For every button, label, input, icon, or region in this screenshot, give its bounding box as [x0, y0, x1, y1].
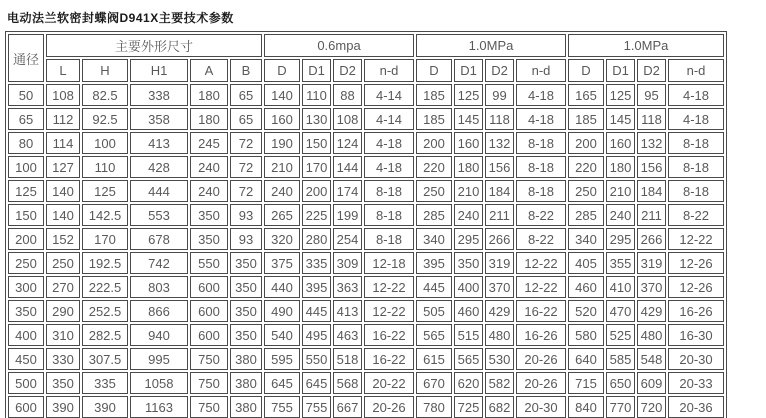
table-cell: 265: [264, 204, 300, 226]
table-cell: 12-22: [516, 252, 566, 274]
table-cell: 645: [264, 372, 300, 394]
table-cell: 1163: [130, 396, 188, 418]
table-row: [8, 276, 724, 298]
table-cell: 245: [190, 132, 228, 154]
table-cell: 355: [606, 252, 635, 274]
table-cell: 20-30: [668, 348, 724, 370]
table-cell: 410: [606, 276, 635, 298]
table-cell: 309: [333, 252, 362, 274]
table-cell: 320: [264, 228, 300, 250]
table-cell: 440: [264, 276, 300, 298]
table-cell: 350: [454, 252, 483, 274]
table-cell: 20-26: [516, 348, 566, 370]
table-cell: 140: [264, 84, 300, 106]
table-cell: 20-36: [668, 396, 724, 418]
table-cell: 240: [454, 204, 483, 226]
table-cell: 8-22: [668, 204, 724, 226]
column-header: D2: [637, 59, 666, 82]
table-cell: 319: [485, 252, 514, 274]
table-cell: 350: [190, 204, 228, 226]
table-cell: 199: [333, 204, 362, 226]
table-cell: 72: [230, 180, 262, 202]
table-cell: 16-22: [364, 324, 414, 346]
column-header: D1: [606, 59, 635, 82]
table-cell: 252.5: [82, 300, 128, 322]
table-cell: 100: [8, 156, 44, 178]
table-cell: 93: [230, 204, 262, 226]
table-cell: 280: [302, 228, 331, 250]
table-cell: 350: [46, 372, 80, 394]
table-cell: 540: [264, 324, 300, 346]
table-cell: 12-18: [364, 252, 414, 274]
column-header: L: [46, 59, 80, 82]
table-cell: 170: [302, 156, 331, 178]
table-cell: 4-18: [516, 84, 566, 106]
table-cell: 210: [454, 180, 483, 202]
table-cell: 380: [230, 348, 262, 370]
table-cell: 600: [190, 324, 228, 346]
table-cell: 222.5: [82, 276, 128, 298]
table-cell: 210: [606, 180, 635, 202]
table-cell: 640: [568, 348, 604, 370]
table-row: [8, 180, 724, 202]
table-cell: 240: [264, 180, 300, 202]
table-cell: 16-22: [364, 348, 414, 370]
table-cell: 335: [82, 372, 128, 394]
table-cell: 12-22: [364, 276, 414, 298]
table-cell: 565: [454, 348, 483, 370]
table-cell: 463: [333, 324, 362, 346]
table-body: [8, 84, 724, 418]
table-cell: 160: [606, 132, 635, 154]
table-cell: 4-18: [668, 108, 724, 130]
table-cell: 350: [230, 324, 262, 346]
table-cell: 8-18: [516, 180, 566, 202]
table-cell: 125: [606, 84, 635, 106]
table-cell: 12-22: [668, 228, 724, 250]
table-cell: 156: [637, 156, 666, 178]
table-cell: 600: [8, 396, 44, 418]
table-cell: 110: [82, 156, 128, 178]
table-cell: 16-26: [668, 300, 724, 322]
table-cell: 185: [416, 84, 452, 106]
table-cell: 92.5: [82, 108, 128, 130]
table-cell: 118: [637, 108, 666, 130]
table-cell: 95: [637, 84, 666, 106]
table-cell: 1058: [130, 372, 188, 394]
column-header: D: [568, 59, 604, 82]
table-cell: 225: [302, 204, 331, 226]
table-cell: 505: [416, 300, 452, 322]
table-cell: 8-18: [668, 156, 724, 178]
table-cell: 548: [637, 348, 666, 370]
table-cell: 127: [46, 156, 80, 178]
table-cell: 285: [416, 204, 452, 226]
table-cell: 429: [637, 300, 666, 322]
table-cell: 444: [130, 180, 188, 202]
table-cell: 290: [46, 300, 80, 322]
table-cell: 319: [637, 252, 666, 274]
table-cell: 250: [568, 180, 604, 202]
table-cell: 750: [190, 348, 228, 370]
table-cell: 12-22: [516, 276, 566, 298]
table-cell: 170: [82, 228, 128, 250]
table-cell: 220: [568, 156, 604, 178]
table-cell: 200: [302, 180, 331, 202]
table-cell: 200: [416, 132, 452, 154]
table-cell: 254: [333, 228, 362, 250]
table-cell: 145: [454, 108, 483, 130]
table-cell: 282.5: [82, 324, 128, 346]
table-cell: 145: [606, 108, 635, 130]
table-cell: 460: [568, 276, 604, 298]
table-cell: 380: [230, 372, 262, 394]
table-cell: 645: [302, 372, 331, 394]
table-cell: 8-18: [364, 204, 414, 226]
table-cell: 8-22: [516, 204, 566, 226]
table-cell: 620: [454, 372, 483, 394]
table-cell: 132: [637, 132, 666, 154]
table-row: [8, 156, 724, 178]
table-cell: 307.5: [82, 348, 128, 370]
column-header: H: [82, 59, 128, 82]
table-cell: 600: [190, 276, 228, 298]
table-cell: 335: [302, 252, 331, 274]
table-row: [8, 132, 724, 154]
table-cell: 130: [302, 108, 331, 130]
table-cell: 750: [190, 396, 228, 418]
table-cell: 585: [606, 348, 635, 370]
table-cell: 615: [416, 348, 452, 370]
table-row: [8, 252, 724, 274]
table-cell: 8-18: [516, 156, 566, 178]
table-cell: 840: [568, 396, 604, 418]
column-header: D: [264, 59, 300, 82]
table-cell: 118: [485, 108, 514, 130]
table-cell: 480: [485, 324, 514, 346]
table-cell: 65: [230, 108, 262, 130]
table-cell: 300: [8, 276, 44, 298]
table-cell: 220: [416, 156, 452, 178]
table-cell: 445: [416, 276, 452, 298]
table-cell: 370: [485, 276, 514, 298]
table-cell: 363: [333, 276, 362, 298]
table-cell: 108: [46, 84, 80, 106]
table-cell: 358: [130, 108, 188, 130]
table-cell: 295: [454, 228, 483, 250]
table-cell: 142.5: [82, 204, 128, 226]
table-cell: 50: [8, 84, 44, 106]
table-cell: 110: [302, 84, 331, 106]
table-cell: 470: [606, 300, 635, 322]
table-cell: 429: [485, 300, 514, 322]
table-cell: 211: [637, 204, 666, 226]
table-row: [8, 324, 724, 346]
table-cell: 8-18: [516, 132, 566, 154]
table-cell: 65: [230, 84, 262, 106]
table-cell: 330: [46, 348, 80, 370]
table-cell: 520: [568, 300, 604, 322]
table-cell: 755: [302, 396, 331, 418]
table-cell: 500: [8, 372, 44, 394]
table-cell: 20-26: [364, 396, 414, 418]
table-cell: 12-26: [668, 276, 724, 298]
table-cell: 580: [568, 324, 604, 346]
table-cell: 495: [302, 324, 331, 346]
table-cell: 770: [606, 396, 635, 418]
table-cell: 190: [264, 132, 300, 154]
table-cell: 100: [82, 132, 128, 154]
table-cell: 413: [130, 132, 188, 154]
table-cell: 8-22: [516, 228, 566, 250]
table-cell: 144: [333, 156, 362, 178]
table-cell: 82.5: [82, 84, 128, 106]
column-header: B: [230, 59, 262, 82]
table-cell: 405: [568, 252, 604, 274]
table-cell: 667: [333, 396, 362, 418]
table-cell: 150: [8, 204, 44, 226]
table-cell: 185: [416, 108, 452, 130]
table-cell: 755: [264, 396, 300, 418]
table-row: [8, 396, 724, 418]
table-cell: 12-26: [668, 252, 724, 274]
table-cell: 720: [637, 396, 666, 418]
table-cell: 4-18: [364, 132, 414, 154]
table-cell: 184: [637, 180, 666, 202]
table-cell: 670: [416, 372, 452, 394]
table-cell: 184: [485, 180, 514, 202]
header-group-10mpa-a: 1.0MPa: [416, 34, 566, 57]
table-cell: 266: [637, 228, 666, 250]
table-cell: 211: [485, 204, 514, 226]
table-cell: 350: [230, 276, 262, 298]
table-cell: 395: [416, 252, 452, 274]
table-cell: 270: [46, 276, 80, 298]
table-cell: 180: [454, 156, 483, 178]
table-cell: 515: [454, 324, 483, 346]
table-cell: 340: [416, 228, 452, 250]
table-cell: 240: [190, 180, 228, 202]
table-cell: 174: [333, 180, 362, 202]
table-cell: 550: [302, 348, 331, 370]
column-header: D2: [485, 59, 514, 82]
table-cell: 518: [333, 348, 362, 370]
table-cell: 12-22: [364, 300, 414, 322]
table-cell: 150: [302, 132, 331, 154]
group-header-row: [8, 34, 724, 57]
table-cell: 480: [637, 324, 666, 346]
column-header: D2: [333, 59, 362, 82]
table-cell: 582: [485, 372, 514, 394]
table-cell: 553: [130, 204, 188, 226]
table-cell: 200: [8, 228, 44, 250]
table-cell: 4-18: [668, 84, 724, 106]
table-cell: 490: [264, 300, 300, 322]
table-cell: 413: [333, 300, 362, 322]
table-cell: 715: [568, 372, 604, 394]
table-cell: 8-18: [668, 180, 724, 202]
column-header: D: [416, 59, 452, 82]
table-cell: 72: [230, 156, 262, 178]
table-row: [8, 372, 724, 394]
table-cell: 338: [130, 84, 188, 106]
table-cell: 16-22: [516, 300, 566, 322]
table-cell: 350: [230, 252, 262, 274]
table-cell: 682: [485, 396, 514, 418]
table-cell: 8-18: [668, 132, 724, 154]
table-cell: 16-30: [668, 324, 724, 346]
table-cell: 250: [46, 252, 80, 274]
table-cell: 400: [454, 276, 483, 298]
table-cell: 20-22: [364, 372, 414, 394]
table-cell: 4-14: [364, 108, 414, 130]
table-cell: 140: [46, 180, 80, 202]
table-cell: 112: [46, 108, 80, 130]
page-title: 电动法兰软密封蝶阀D941X主要技术参数: [7, 11, 234, 25]
table-cell: 568: [333, 372, 362, 394]
table-cell: 390: [82, 396, 128, 418]
table-cell: 140: [46, 204, 80, 226]
table-cell: 65: [8, 108, 44, 130]
table-cell: 295: [606, 228, 635, 250]
table-cell: 180: [606, 156, 635, 178]
table-cell: 93: [230, 228, 262, 250]
table-cell: 350: [8, 300, 44, 322]
table-cell: 350: [190, 228, 228, 250]
table-cell: 866: [130, 300, 188, 322]
table-cell: 200: [568, 132, 604, 154]
table-cell: 125: [454, 84, 483, 106]
table-cell: 550: [190, 252, 228, 274]
sub-header-row: [8, 59, 724, 82]
table-cell: 995: [130, 348, 188, 370]
table-cell: 124: [333, 132, 362, 154]
table-cell: 4-18: [516, 108, 566, 130]
table-cell: 350: [230, 300, 262, 322]
column-header: D1: [454, 59, 483, 82]
table-cell: 395: [302, 276, 331, 298]
table-cell: 165: [568, 84, 604, 106]
table-row: [8, 348, 724, 370]
table-cell: 132: [485, 132, 514, 154]
table-cell: 530: [485, 348, 514, 370]
table-cell: 240: [606, 204, 635, 226]
table-cell: 160: [264, 108, 300, 130]
column-header: A: [190, 59, 228, 82]
table-cell: 125: [8, 180, 44, 202]
table-cell: 4-18: [364, 156, 414, 178]
table-cell: 156: [485, 156, 514, 178]
table-cell: 742: [130, 252, 188, 274]
header-group-06mpa: 0.6mpa: [264, 34, 414, 57]
table-cell: 192.5: [82, 252, 128, 274]
table-cell: 240: [190, 156, 228, 178]
table-cell: 375: [264, 252, 300, 274]
table-cell: 803: [130, 276, 188, 298]
table-row: [8, 204, 724, 226]
table-cell: 750: [190, 372, 228, 394]
table-cell: 108: [333, 108, 362, 130]
table-cell: 725: [454, 396, 483, 418]
column-header: n-d: [668, 59, 724, 82]
table-row: [8, 300, 724, 322]
table-cell: 428: [130, 156, 188, 178]
table-row: [8, 84, 724, 106]
table-cell: 125: [82, 180, 128, 202]
column-header: n-d: [516, 59, 566, 82]
table-cell: 285: [568, 204, 604, 226]
table-cell: 8-18: [364, 228, 414, 250]
table-cell: 114: [46, 132, 80, 154]
table-cell: 600: [190, 300, 228, 322]
table-cell: 180: [190, 84, 228, 106]
table-cell: 160: [454, 132, 483, 154]
table-cell: 445: [302, 300, 331, 322]
table-header: [8, 34, 724, 82]
table-cell: 250: [416, 180, 452, 202]
table-cell: 8-18: [364, 180, 414, 202]
column-header: H1: [130, 59, 188, 82]
table-cell: 99: [485, 84, 514, 106]
column-header: D1: [302, 59, 331, 82]
table-cell: 152: [46, 228, 80, 250]
table-cell: 180: [190, 108, 228, 130]
table-cell: 460: [454, 300, 483, 322]
table-cell: 565: [416, 324, 452, 346]
table-cell: 4-14: [364, 84, 414, 106]
table-cell: 390: [46, 396, 80, 418]
table-cell: 370: [637, 276, 666, 298]
table-cell: 380: [230, 396, 262, 418]
table-cell: 595: [264, 348, 300, 370]
table-cell: 250: [8, 252, 44, 274]
table-row: [8, 108, 724, 130]
column-header: n-d: [364, 59, 414, 82]
table-cell: 20-30: [516, 396, 566, 418]
table-cell: 185: [568, 108, 604, 130]
table-cell: 266: [485, 228, 514, 250]
table-cell: 20-33: [668, 372, 724, 394]
table-cell: 940: [130, 324, 188, 346]
table-cell: 210: [264, 156, 300, 178]
table-cell: 20-26: [516, 372, 566, 394]
table-cell: 525: [606, 324, 635, 346]
table-cell: 609: [637, 372, 666, 394]
table-cell: 72: [230, 132, 262, 154]
table-cell: 16-26: [516, 324, 566, 346]
table-cell: 310: [46, 324, 80, 346]
spec-table: [5, 31, 727, 418]
table-row: [8, 228, 724, 250]
table-cell: 678: [130, 228, 188, 250]
table-cell: 80: [8, 132, 44, 154]
table-cell: 650: [606, 372, 635, 394]
header-diameter: 通径: [8, 34, 44, 82]
header-group-10mpa-b: 1.0MPa: [568, 34, 724, 57]
table-cell: 340: [568, 228, 604, 250]
table-cell: 450: [8, 348, 44, 370]
header-group-dimensions: 主要外形尺寸: [46, 34, 262, 57]
table-cell: 780: [416, 396, 452, 418]
table-cell: 88: [333, 84, 362, 106]
table-cell: 400: [8, 324, 44, 346]
